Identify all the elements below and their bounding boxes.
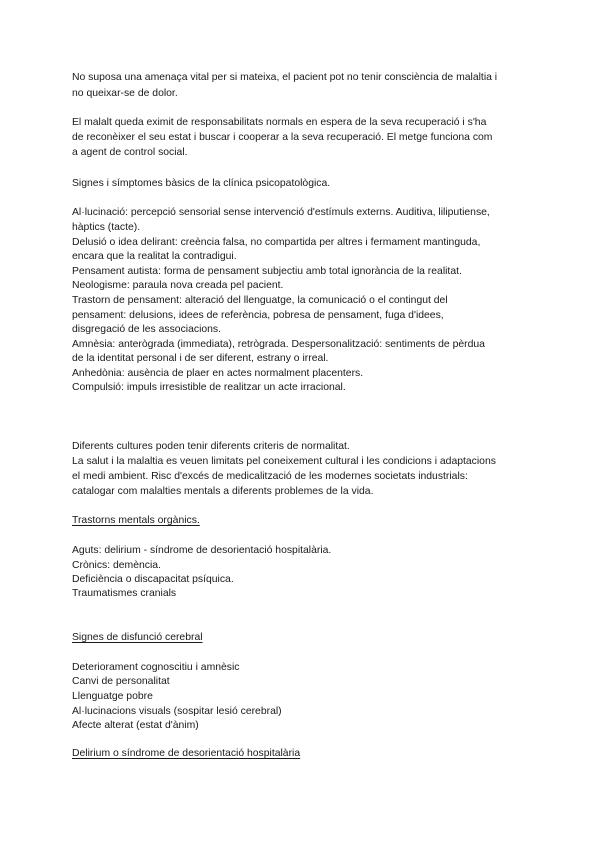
list-item: Aguts: delirium - síndrome de desorientació hospitalària. [72, 545, 332, 556]
text-line: Al·lucinació: percepció sensorial sense intervenció d'estímuls externs. Auditiva, liliputiense, [72, 207, 490, 218]
list-item: Deteriorament cognoscitiu i amnèsic [72, 662, 240, 673]
list-item: Traumatismes cranials [72, 588, 177, 599]
list-item: Al·lucinacions visuals (sospitar lesió cerebral) [72, 706, 282, 717]
text-line: pensament: delusions, idees de referència, pobresa de pensament, fuga d'idees, [72, 310, 444, 321]
list-item: Crònics: demència. [72, 560, 161, 571]
section-title-signes-simptomes: Signes i símptomes bàsics de la clínica psicopatològica. [72, 178, 331, 189]
text-line: No suposa una amenaça vital per si mateixa, el pacient pot no tenir consciència de malaltia i [72, 72, 498, 83]
text-line: disgregació de les associacions. [72, 324, 222, 335]
text-line: de la identitat personal i de ser diferent, estrany o irreal. [72, 353, 329, 364]
text-line: Trastorn de pensament: alteració del llenguatge, la comunicació o el contingut del [72, 295, 448, 306]
text-line: el medi ambient. Risc d'excés de medicalització de les modernes societats industrials: [72, 471, 468, 482]
list-item: Canvi de personalitat [72, 676, 170, 687]
heading-disfuncio-cerebral: Signes de disfunció cerebral [72, 632, 203, 643]
heading-delirium: Delirium o síndrome de desorientació hospitalària [72, 748, 301, 759]
list-item: Deficiència o discapacitat psíquica. [72, 574, 234, 585]
list-item: Afecte alterat (estat d'ànim) [72, 720, 199, 731]
text-line: Pensament autista: forma de pensament subjectiu amb total ignorància de la realitat. [72, 266, 462, 277]
text-line: no queixar-se de dolor. [72, 88, 178, 99]
heading-trastorns-organics: Trastorns mentals orgànics. [72, 515, 200, 526]
text-line: encara que la realitat la contradigui. [72, 251, 237, 262]
text-line: Compulsió: impuls irresistible de realitzar un acte irracional. [72, 382, 346, 393]
text-line: hàptics (tacte). [72, 222, 141, 233]
text-line: de reconèixer el seu estat i buscar i cooperar a la seva recuperació. El metge funciona com [72, 132, 493, 143]
text-line: Neologisme: paraula nova creada pel pacient. [72, 280, 284, 291]
text-line: El malalt queda eximit de responsabilitats normals en espera de la seva recuperació i s'ha [72, 117, 487, 128]
text-line: catalogar com malalties mentals a diferents problemes de la vida. [72, 486, 374, 497]
text-line: Amnèsia: anterògrada (immediata), retrògrada. Despersonalització: sentiments de pèrdua [72, 339, 485, 350]
text-line: a agent de control social. [72, 147, 188, 158]
list-item: Llenguatge pobre [72, 691, 153, 702]
text-line: Diferents cultures poden tenir diferents criteris de normalitat. [72, 441, 350, 452]
text-line: Anhedònia: ausència de plaer en actes normalment placenters. [72, 368, 364, 379]
text-line: Delusió o idea delirant: creència falsa, no compartida per altres i fermament mantinguda, [72, 237, 481, 248]
text-line: La salut i la malaltia es veuen limitats pel coneixement cultural i les condicions i adaptacions [72, 456, 496, 467]
